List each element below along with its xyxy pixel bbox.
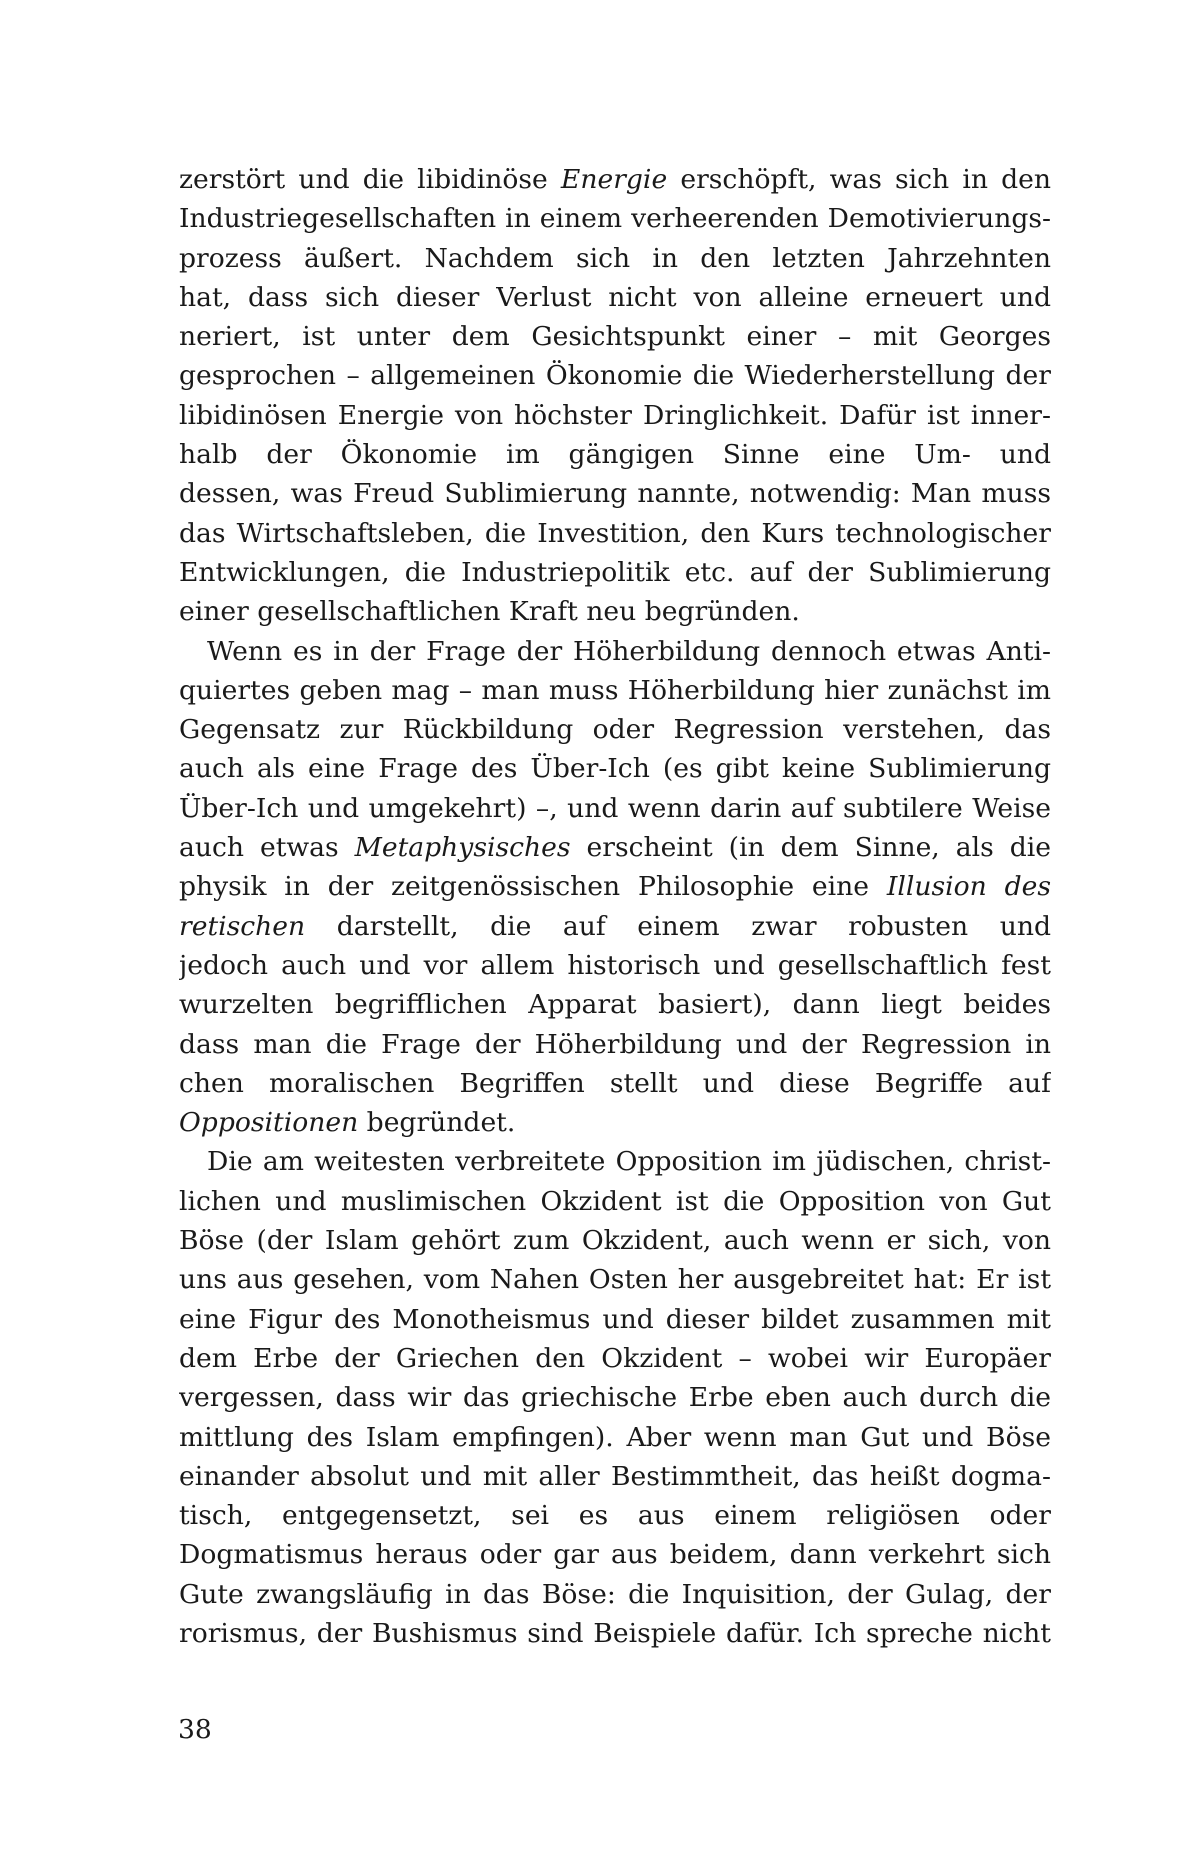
text-line: dem Erbe der Griechen den Okzident – wobei wir Europäer [179, 1342, 1051, 1374]
text-line: uns aus gesehen, vom Nahen Osten her ausgebreitet hat: Er ist [179, 1264, 1051, 1296]
text-line: vergessen, dass wir das griechische Erbe eben auch durch die [179, 1382, 1051, 1414]
italic-term: Oppositionen [179, 1107, 359, 1139]
text-line: dass man die Frage der Höherbildung und der Regression in [179, 1028, 1051, 1060]
text-line: Die am weitesten verbreitete Opposition im jüdischen, christ- [207, 1146, 1051, 1178]
text-line: mittlung des Islam empfingen). Aber wenn man Gut und Böse [179, 1421, 1051, 1453]
text-line: halb der Ökonomie im gängigen Sinne eine Um- und [179, 439, 1051, 471]
text-line: jedoch auch und vor allem historisch und gesellschaftlich fest [179, 949, 1051, 981]
text-line: dessen, was Freud Sublimierung nannte, notwendig: Man muss [179, 478, 1051, 510]
text-line: retischen darstellt, die auf einem zwar robusten und [179, 910, 1051, 942]
italic-term: Energie [560, 164, 668, 195]
text-line: lichen und muslimischen Okzident ist die Opposition von Gut [179, 1185, 1051, 1217]
text-line: libidinösen Energie von höchster Dringlichkeit. Dafür ist inner- [179, 399, 1051, 431]
paragraph [179, 632, 1051, 1143]
text-line: einer gesellschaftlichen Kraft neu begründen. [179, 596, 800, 628]
text-line: das Wirtschaftsleben, die Investition, den Kurs technologischer [179, 517, 1051, 549]
page-number: 38 [178, 1714, 212, 1745]
text-line: Böse (der Islam gehört zum Okzident, auch wenn er sich, von [179, 1225, 1051, 1257]
text-line: hat, dass sich dieser Verlust nicht von alleine erneuert und [179, 281, 1051, 313]
italic-term: Illusion des [886, 871, 1051, 903]
text-line: Oppositionen begründet. [179, 1107, 516, 1139]
body-text [179, 160, 1051, 1653]
italic-term: retischen [179, 910, 306, 942]
text-line: physik in der zeitgenössischen Philosophie eine Illusion des [179, 867, 1051, 906]
text-line: Entwicklungen, die Industriepolitik etc. auf der Sublimierung [179, 556, 1051, 588]
paragraph [179, 160, 1051, 632]
text-line: neriert, ist unter dem Gesichtspunkt einer – mit Georges [179, 321, 1051, 353]
text-line: Dogmatismus heraus oder gar aus beidem, dann verkehrt sich [179, 1539, 1051, 1571]
text-line: chen moralischen Begriffen stellt und diese Begriffe auf [179, 1067, 1051, 1099]
text-line: auch etwas Metaphysisches erscheint (in dem Sinne, als die [179, 832, 1051, 864]
text-line: tisch, entgegensetzt, sei es aus einem religiösen oder [179, 1500, 1051, 1532]
italic-term: Metaphysisches [354, 832, 571, 864]
text-line: Industriegesellschaften in einem verheerenden Demotivierungs- [179, 203, 1051, 235]
text-line: zerstört und die libidinöse Energie erschöpft, was sich in den [179, 164, 1051, 195]
text-line: auch als eine Frage des Über-Ich (es gibt keine Sublimierung [179, 753, 1051, 785]
text-line: Gegensatz zur Rückbildung oder Regression verstehen, das [179, 714, 1051, 746]
text-line: Wenn es in der Frage der Höherbildung dennoch etwas Anti- [207, 635, 1051, 667]
text-line: gesprochen – allgemeinen Ökonomie die Wiederherstellung der [179, 360, 1051, 392]
text-line: rorismus, der Bushismus sind Beispiele dafür. Ich spreche nicht [179, 1617, 1051, 1649]
text-line: Gute zwangsläufig in das Böse: die Inquisition, der Gulag, der [179, 1578, 1051, 1610]
text-line: einander absolut und mit aller Bestimmtheit, das heißt dogma- [179, 1460, 1051, 1492]
text-line: quiertes geben mag – man muss Höherbildung hier zunächst im [179, 674, 1051, 706]
text-line: Über-Ich und umgekehrt) –, und wenn darin auf subtilere Weise [179, 792, 1051, 824]
text-line: prozess äußert. Nachdem sich in den letzten Jahrzehnten [179, 242, 1051, 274]
text-line: eine Figur des Monotheismus und dieser bildet zusammen mit [179, 1303, 1051, 1335]
paragraph [179, 1142, 1051, 1653]
text-line: wurzelten begrifflichen Apparat basiert), dann liegt beides [179, 989, 1051, 1021]
